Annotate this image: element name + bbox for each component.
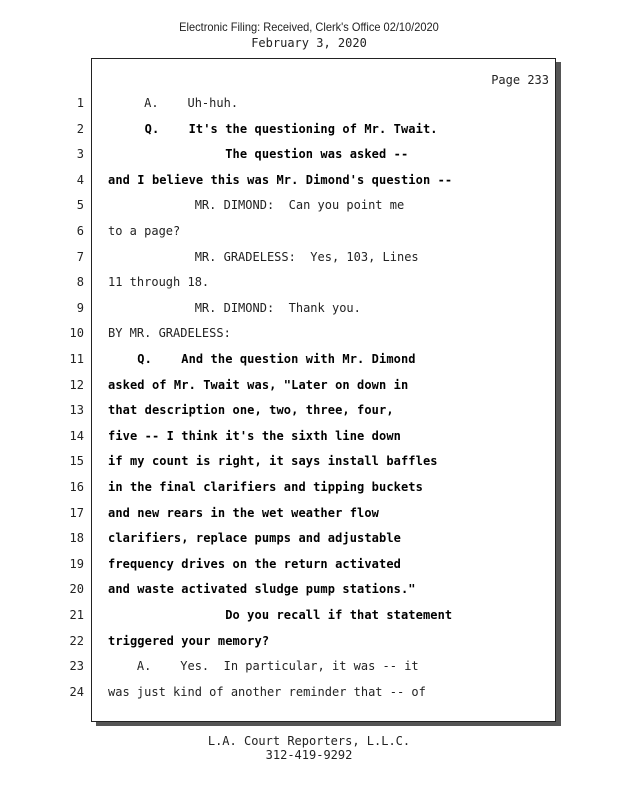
transcript-line: [0, 428, 618, 448]
line-number: 4: [76, 172, 84, 187]
line-text: MR. DIMOND: Can you point me: [108, 198, 405, 213]
reporter-company: L.A. Court Reporters, L.L.C.: [207, 734, 411, 748]
line-number: 21: [69, 608, 84, 622]
transcript-line: [0, 274, 618, 294]
line-number: 17: [69, 505, 84, 520]
line-text: asked of Mr. Twait was, "Later on down in: [108, 377, 409, 392]
transcript-line: [0, 658, 618, 678]
line-text: that description one, two, three, four,: [108, 403, 394, 418]
line-number: 3: [76, 147, 84, 162]
transcript-line: [0, 300, 618, 320]
line-number: 9: [76, 300, 84, 315]
transcript-line: [0, 530, 618, 550]
transcript-line: [0, 453, 618, 473]
transcript-line: [0, 351, 618, 371]
transcript-line: [0, 556, 618, 576]
line-text: The question was asked --: [108, 147, 409, 162]
line-text: and waste activated sludge pump stations.": [108, 582, 416, 597]
line-number: 2: [76, 121, 84, 136]
line-text: in the final clarifiers and tipping buckets: [108, 480, 423, 494]
line-text: and new rears in the wet weather flow: [108, 505, 380, 520]
line-text: Q. And the question with Mr. Dimond: [108, 352, 416, 366]
transcript-line: [0, 146, 618, 166]
page-number: Page 233: [491, 73, 549, 87]
line-number: 12: [69, 377, 84, 392]
transcript-line: [0, 121, 618, 141]
line-text: clarifiers, replace pumps and adjustable: [108, 531, 401, 546]
line-number: 19: [69, 556, 84, 571]
transcript-line: [0, 249, 618, 269]
line-text: triggered your memory?: [108, 633, 270, 648]
line-text: frequency drives on the return activated: [108, 556, 401, 571]
line-number: 7: [76, 249, 84, 264]
line-number: 16: [69, 480, 84, 494]
line-text: A. Yes. In particular, it was -- it: [108, 659, 419, 674]
line-text: five -- I think it's the sixth line down: [108, 428, 401, 443]
transcript-line: [0, 377, 618, 397]
line-number: 13: [69, 403, 84, 418]
line-number: 20: [69, 582, 84, 597]
line-number: 11: [69, 352, 84, 366]
line-text: A. Uh-huh.: [108, 96, 239, 110]
reporter-phone: 312-419-9292: [265, 748, 353, 762]
line-text: BY MR. GRADELESS:: [108, 326, 231, 341]
line-text: 11 through 18.: [108, 275, 210, 290]
line-text: Do you recall if that statement: [108, 608, 453, 622]
line-number: 10: [69, 326, 84, 341]
filing-stamp: Electronic Filing: Received, Clerk's Office 02/10/2020: [179, 20, 439, 34]
transcript-line: [0, 479, 618, 499]
line-number: 8: [76, 275, 84, 290]
transcript-line: [0, 684, 618, 704]
line-text: MR. GRADELESS: Yes, 103, Lines: [108, 249, 419, 264]
transcript-line: [0, 402, 618, 422]
transcript-date: February 3, 2020: [251, 36, 367, 50]
transcript-line: [0, 607, 618, 627]
transcript-line: [0, 633, 618, 653]
line-number: 5: [76, 198, 84, 213]
transcript-line: [0, 172, 618, 192]
line-text: to a page?: [108, 224, 181, 238]
line-number: 18: [69, 531, 84, 546]
line-text: was just kind of another reminder that -- of: [108, 684, 426, 699]
line-text: Q. It's the questioning of Mr. Twait.: [108, 121, 438, 136]
line-number: 23: [69, 659, 84, 674]
line-text: and I believe this was Mr. Dimond's question --: [108, 172, 453, 187]
line-number: 22: [69, 633, 84, 648]
line-number: 24: [69, 684, 84, 699]
line-number: 14: [69, 428, 84, 443]
line-number: 1: [76, 96, 84, 110]
transcript-line: [0, 95, 618, 115]
transcript-line: [0, 581, 618, 601]
line-number: 6: [76, 224, 84, 238]
line-text: MR. DIMOND: Thank you.: [108, 300, 361, 315]
transcript-line: [0, 197, 618, 217]
line-text: if my count is right, it says install baffles: [108, 454, 438, 469]
line-number: 15: [69, 454, 84, 469]
transcript-line: [0, 325, 618, 345]
transcript-line: [0, 505, 618, 525]
transcript-line: [0, 223, 618, 243]
